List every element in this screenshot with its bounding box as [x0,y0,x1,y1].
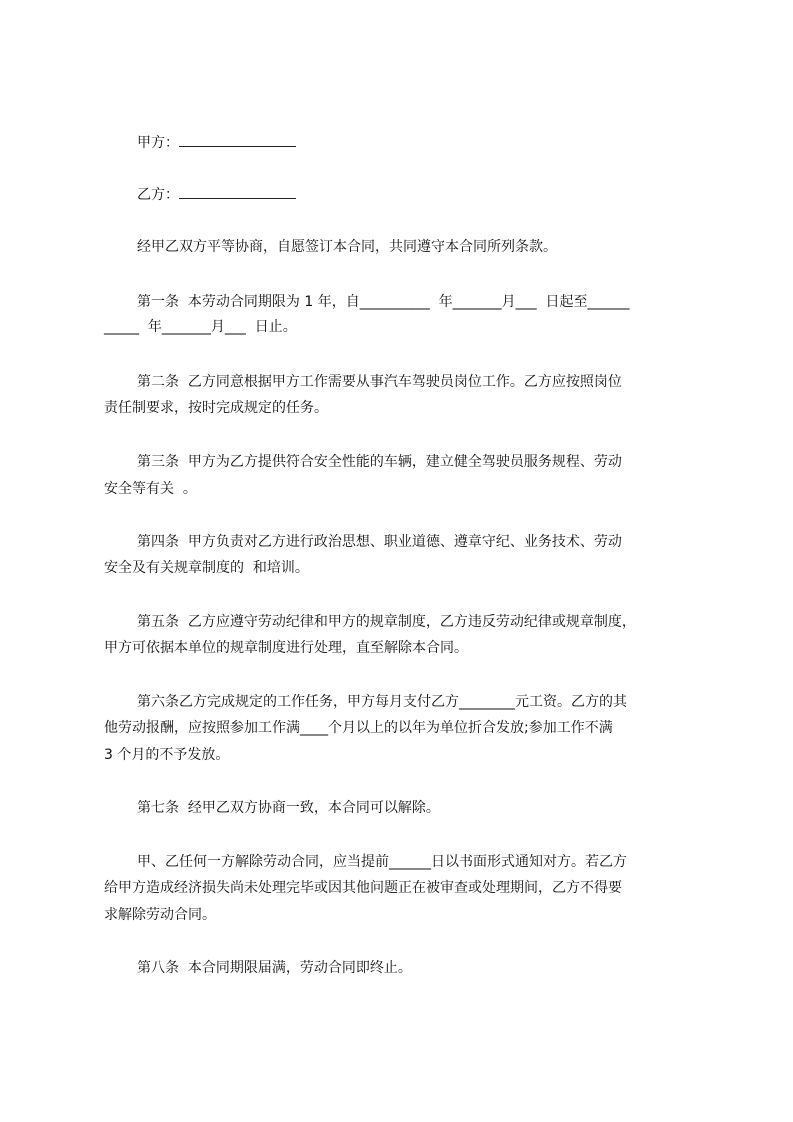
article-6-line-1: 第六条乙方完成规定的工作任务，甲方每月支付乙方________元工资。乙方的其 [137,694,627,710]
article-1-line-2: _____ 年_______月___ 日止。 [104,319,297,335]
article-5-line-1: 第五条 乙方应遵守劳动纪律和甲方的规章制度，乙方违反劳动纪律或规章制度， [137,614,636,630]
termination-line-1: 甲、乙任何一方解除劳动合同，应当提前______日以书面形式通知对方。若乙方 [137,854,627,870]
party-a-blank [179,132,296,147]
party-b-line [137,184,296,204]
article-4-line-1: 第四条 甲方负责对乙方进行政治思想、职业道德、遵章守纪、业务技术、劳动 [137,534,622,550]
article-2-line-2: 责任制要求，按时完成规定的任务。 [104,400,328,416]
article-3-line-2: 安全等有关 。 [104,481,197,497]
article-3-line-1: 第三条 甲方为乙方提供符合安全性能的车辆，建立健全驾驶员服务规程、劳动 [137,454,622,470]
article-4-line-2: 安全及有关规章制度的 和培训。 [104,560,309,576]
party-a-line [137,132,296,152]
termination-line-3: 求解除劳动合同。 [104,907,216,923]
article-1-line-1: 第一条 本劳动合同期限为 1 年，自__________ 年_______月___ 日起至______ [137,294,630,310]
article-7: 第七条 经甲乙双方协商一致，本合同可以解除。 [137,800,440,816]
article-2-line-1: 第二条 乙方同意根据甲方工作需要从事汽车驾驶员岗位工作。乙方应按照岗位 [137,374,622,390]
termination-line-2: 给甲方造成经济损失尚未处理完毕或因其他问题正在被审查或处理期间，乙方不得要 [104,880,622,896]
article-8: 第八条 本合同期限届满，劳动合同即终止。 [137,960,412,976]
article-6-line-2: 他劳动报酬，应按照参加工作满____个月以上的以年为单位折合发放;参加工作不满 [104,720,613,736]
party-b-label: 乙方： [137,187,179,203]
intro-paragraph: 经甲乙双方平等协商，自愿签订本合同，共同遵守本合同所列条款。 [137,239,557,255]
party-a-label: 甲方： [137,135,179,151]
article-6-line-3: 3 个月的不予发放。 [104,747,230,763]
article-5-line-2: 甲方可依据本单位的规章制度进行处理，直至解除本合同。 [104,640,468,656]
party-b-blank [179,184,296,199]
